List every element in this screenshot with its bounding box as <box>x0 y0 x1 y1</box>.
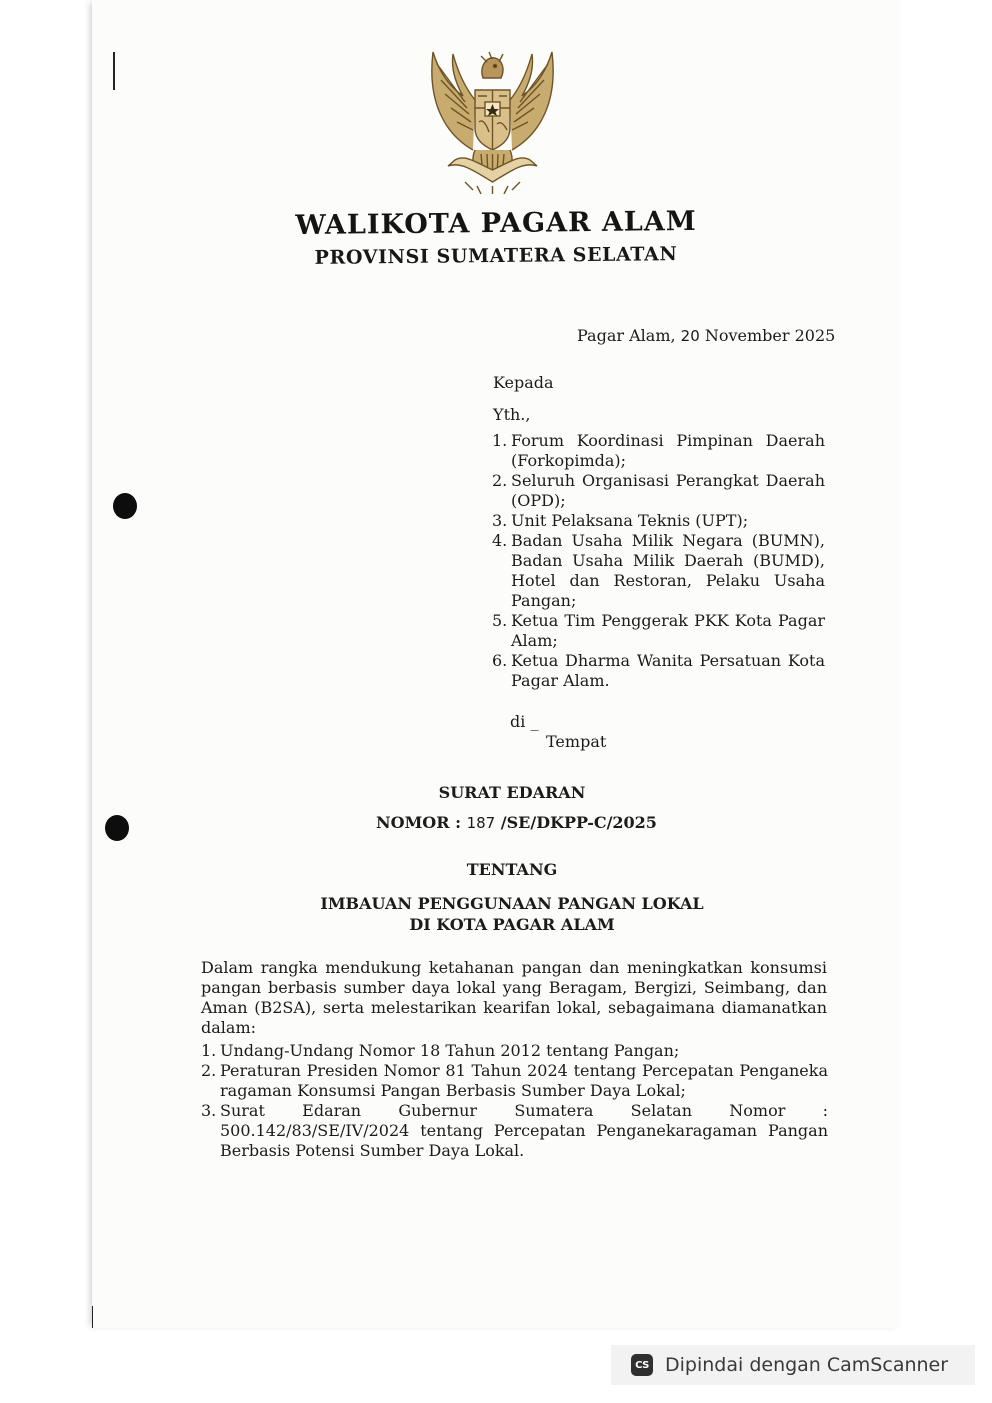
reference-list <box>201 1041 828 1161</box>
recipient-item: 2. Seluruh Organisasi Perangkat Daerah (OPD); <box>492 471 825 510</box>
camscanner-logo-icon: CS <box>631 1354 653 1376</box>
recipient-list <box>492 431 825 691</box>
document-number-handwritten: 187 <box>466 814 496 832</box>
camscanner-badge <box>611 1345 975 1385</box>
recipient-di: di _ <box>510 712 539 731</box>
recipient-item: 3. Unit Pelaksana Teknis (UPT); <box>492 511 749 530</box>
date-day-handwritten: 20 <box>680 327 700 345</box>
date-line <box>577 326 835 346</box>
recipient-item: 4. Badan Usaha Milik Negara (BUMN), Badan Usaha Milik Daerah (BUMD), Hotel dan Restoran, Pelaku Usaha Pangan; <box>492 531 825 610</box>
recipient-tempat: Tempat <box>546 732 607 751</box>
recipient-kepada: Kepada <box>493 373 554 392</box>
camscanner-label: Dipindai dengan CamScanner <box>665 1354 949 1376</box>
recipient-item: 1. Forum Koordinasi Pimpinan Daerah (Forkopimda); <box>492 431 825 470</box>
recipient-item: 6. Ketua Dharma Wanita Persatuan Kota Pagar Alam. <box>492 651 825 690</box>
recipient-yth: Yth., <box>493 405 531 424</box>
garuda-pancasila-emblem-icon <box>425 42 560 194</box>
date-month: November <box>704 326 790 345</box>
subject-line-1: IMBAUAN PENGGUNAAN PANGAN LOKAL <box>320 894 704 913</box>
subject-line-2: DI KOTA PAGAR ALAM <box>409 915 615 934</box>
document-type: SURAT EDARAN <box>438 783 586 802</box>
letterhead-title: WALIKOTA PAGAR ALAM <box>295 205 697 242</box>
scan-edge-mark <box>113 52 115 90</box>
date-year: 2025 <box>794 326 836 345</box>
punch-hole <box>113 493 137 519</box>
letterhead-subtitle: PROVINSI SUMATERA SELATAN <box>314 243 678 269</box>
reference-item: 2. Peraturan Presiden Nomor 81 Tahun 2024 tentang Percepatan Penganeka ragaman Konsumsi Pangan Berbasis Sumber Daya Lokal; <box>201 1061 828 1100</box>
reference-item: 3. Surat Edaran Gubernur Sumatera Selatan Nomor : 500.142/83/SE/IV/2024 tentang Percepatan Penganekaragaman Pangan Berbasis Potensi Sumber Daya Lokal. <box>201 1101 828 1160</box>
intro-paragraph: Dalam rangka mendukung ketahanan pangan dan meningkatkan konsumsi pangan berbasis sumber daya lokal yang Beragam, Bergizi, Seimbang, dan Aman (B2SA), serta melestarikan kearifan lokal, sebagaimana diamanatkan dalam: <box>201 958 827 1037</box>
punch-hole <box>105 815 129 841</box>
reference-item: 1. Undang-Undang Nomor 18 Tahun 2012 tentang Pangan; <box>201 1041 680 1060</box>
document-number: NOMOR : 187 /SE/DKPP-C/2025 <box>376 813 657 832</box>
scan-edge-mark <box>92 1306 93 1328</box>
date-place: Pagar Alam, <box>577 326 676 345</box>
tentang-label: TENTANG <box>466 860 558 879</box>
recipient-item: 5. Ketua Tim Penggerak PKK Kota Pagar Alam; <box>492 611 825 650</box>
